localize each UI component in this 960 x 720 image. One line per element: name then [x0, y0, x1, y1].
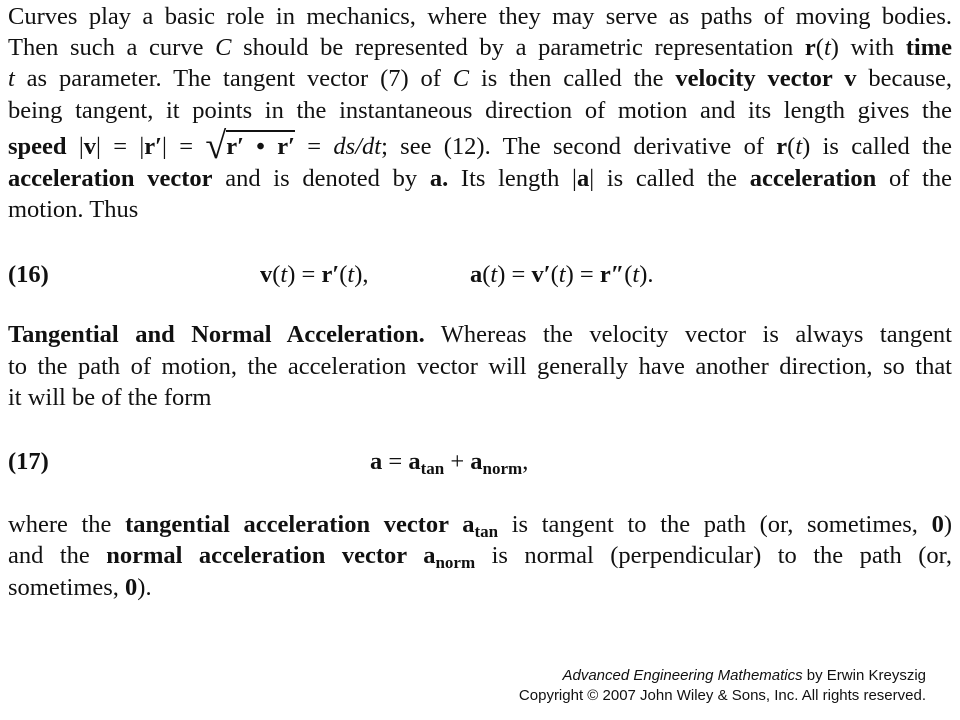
equation-16-number: (16) [8, 261, 49, 288]
equation-16-velocity: v(t) = r′(t), [260, 261, 369, 288]
para3-line1: where the tangential acceleration vector $a_{tan}$ is tangent to the path (or, sometimes, 0) [8, 511, 952, 541]
equation-17-number: (17) [8, 448, 49, 475]
para1-line4: being tangent, it points in the instantaneous direction of motion and its length gives the [8, 97, 952, 124]
para1-line6: acceleration vector and is denoted by a. Its length |a| is called the acceleration of the [8, 165, 953, 192]
para3-line2: and the normal acceleration vector $a_{norm}$ is normal (perpendicular) to the path (or, [8, 542, 952, 572]
para3-line3: sometimes, 0). [8, 574, 152, 601]
para2-line1: Tangential and Normal Acceleration. Whereas the velocity vector is always tangent [8, 321, 952, 348]
para2-line2: to the path of motion, the acceleration vector will generally have another direction, so that [8, 353, 952, 380]
para2-line3: it will be of the form [8, 384, 212, 411]
equation-17-body: $a = a_{tan} + a_{norm}$, [370, 448, 529, 478]
equation-16-acceleration: a(t) = v′(t) = r″(t). [470, 261, 654, 288]
para1-line2: Then such a curve C should be represented by a parametric representation r(t) with time [8, 34, 953, 61]
footer-copyright: Copyright © 2007 John Wiley & Sons, Inc. All rights reserved. [518, 687, 926, 704]
para1-line7: motion. Thus [8, 196, 139, 223]
footer-book-credit: Advanced Engineering Mathematics by Erwin Kreyszig [562, 667, 926, 684]
para1-line5: speed |v| = |r′| = √r′ • r′ = ds/dt; see (12). The second derivative of r(t) is called the [8, 125, 952, 167]
para1-line1: Curves play a basic role in mechanics, where they may serve as paths of moving bodies. [8, 3, 952, 30]
para1-line3: t as parameter. The tangent vector (7) of C is then called the velocity vector v because, [8, 65, 952, 92]
